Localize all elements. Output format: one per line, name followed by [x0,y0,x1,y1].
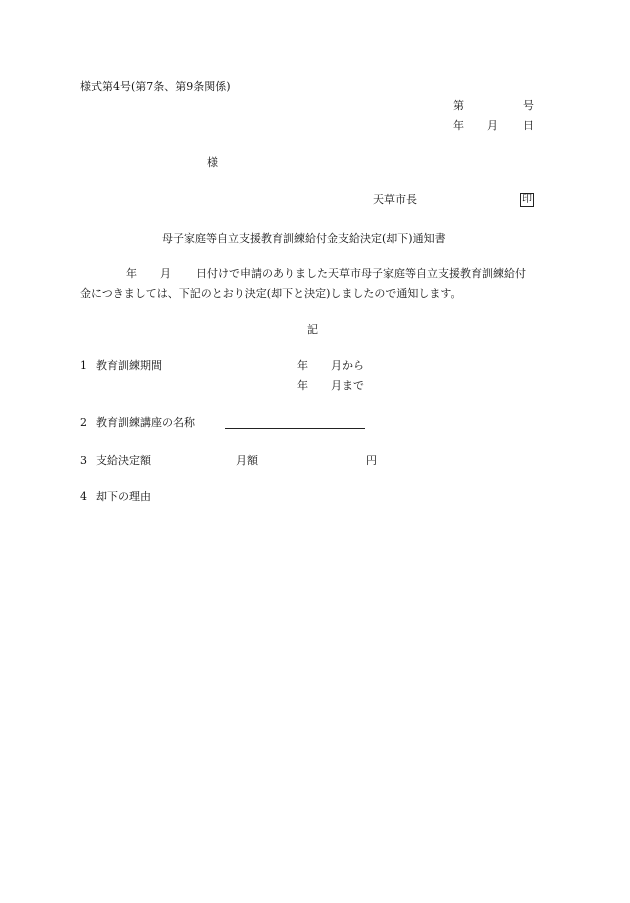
date-month-label: 月 [487,119,498,132]
ki-heading: 記 [307,323,318,336]
item-3-number: 3 [80,454,87,467]
period-from-year: 年 [297,359,308,372]
document-number-prefix: 第 [453,99,464,112]
body-year-label: 年 [126,267,137,280]
addressee-suffix: 様 [207,156,218,169]
item-1-label: 教育訓練期間 [96,359,162,372]
item-4-label: 却下の理由 [96,490,151,503]
item-4-number: 4 [80,490,87,503]
date-year-label: 年 [453,119,464,132]
period-to-year: 年 [297,379,308,392]
item-2-label: 教育訓練講座の名称 [96,416,195,429]
course-name-underline [225,428,365,429]
item-1-number: 1 [80,359,87,372]
seal-mark: 印 [522,194,532,205]
body-month-label: 月 [160,267,171,280]
issuer-name: 天草市長 [373,193,417,206]
amount-yen-label: 円 [366,454,377,467]
body-line-1: 日付けで申請のありました天草市母子家庭等自立支援教育訓練給付 [196,267,526,280]
document-number-suffix: 号 [523,99,534,112]
body-line-2: 金につきましては、下記のとおり決定(却下と決定)しましたので通知します。 [80,287,462,300]
period-to-month: 月まで [331,379,364,392]
document-title: 母子家庭等自立支援教育訓練給付金支給決定(却下)通知書 [162,232,446,245]
date-day-label: 日 [523,119,534,132]
form-label: 様式第4号(第7条、第9条関係) [80,80,231,93]
amount-monthly-label: 月額 [236,454,258,467]
item-2-number: 2 [80,416,87,429]
period-from-month: 月から [331,359,364,372]
item-3-label: 支給決定額 [96,454,151,467]
